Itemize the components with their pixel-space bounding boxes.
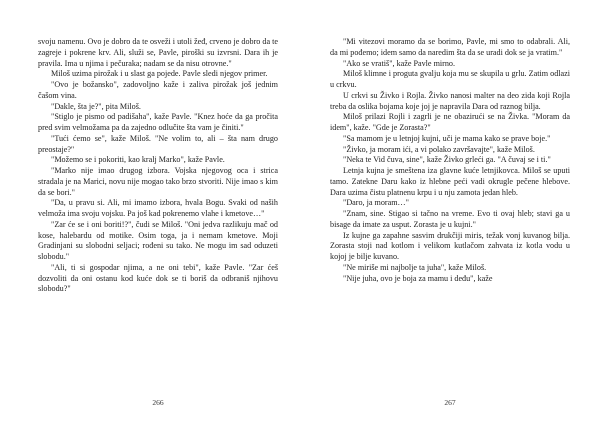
paragraph: "Marko nije imao drugog izbora. Vojska njegovog oca i strica stradala je na Marici, novu nije mogao tako brzo stvoriti. Nije imao s kim da se bori." [38, 166, 278, 197]
paragraph: "Tući ćemo se", kaže Miloš. "Ne volim to, ali – šta nam drugo preostaje?" [38, 133, 278, 154]
paragraph: "Mi vitezovi moramo da se borimo, Pavle, mi smo to odabrali. Ali, da mi pođemo; idem samo da naredim šta da se uradi dok se ja vratim." [330, 37, 570, 57]
paragraph: "Ako se vratiš", kaže Pavle mirno. [343, 58, 456, 68]
paragraph: Iz kujne ga zapahne sasvim drukčiji miris, težak vonj kuvanog bilja. Zorasta stoji nad kotlom i velikom kutlačom zahvata iz kotla vodu u kojoj je bilje kuvano. [330, 230, 570, 261]
paragraph: "Možemo se i pokoriti, kao kralj Marko", kaže Pavle. [51, 155, 225, 165]
paragraph: Miloš uzima pirožak i u slast ga pojede. Pavle sledi njegov primer. [51, 69, 268, 79]
paragraph: "Neka te Vid čuva, sine", kaže Živko grleći ga. "A čuvaj se i ti." [343, 155, 551, 165]
paragraph: "Znam, sine. Stigao si tačno na vreme. Evo ti ovaj hleb; stavi ga u bisage da imate za usput. Zorasta je u kujni." [330, 209, 570, 229]
paragraph: Miloš prilazi Rojli i zagrli je ne obazirući se na Živka. "Moram da idem", kaže. "Gde je Zorasta?" [330, 112, 570, 132]
right-page [330, 37, 570, 284]
paragraph: svoju namenu. Ovo je dobro da te osveži i utoli žeđ, crveno je dobro da te zagreje i pokrene krv. Ali, služi se, Pavle, piroški su izvrsni. Dara ih je pravila. Ima u njima i pečuraka; nadam se da nisu otrovne." [38, 37, 278, 68]
page-number-right: 267 [444, 398, 456, 407]
paragraph: "Da, u pravu si. Ali, mi imamo izbora, hvala Bogu. Svaki od naših velmoža ima svoju vojsku. Pa još kad pokrenemo vlahe i kmetove…" [38, 198, 278, 218]
paragraph: Letnja kujna je smeštena iza glavne kuće letnjikovca. Miloš se uputi tamo. Zatekne Daru kako iz hlebne peći vadi okrugle pečene hlebove. Dara uzima čistu platnenu krpu i u nju zamota jedan hleb. [330, 166, 570, 197]
paragraph: "Dakle, šta je?", pita Miloš. [51, 101, 141, 111]
paragraph: "Živko, ja moram ići, a vi polako završavajte", kaže Miloš. [343, 144, 535, 154]
paragraph: Miloš klimne i proguta gvalju koja mu se skupila u grlu. Zatim odlazi u crkvu. [330, 69, 570, 89]
paragraph: "Daro, ja moram…" [343, 198, 409, 208]
paragraph: "Sa mamom je u letnjoj kujni, uči je mama kako se prave boje." [343, 133, 551, 143]
left-page [38, 37, 278, 295]
paragraph: "Stiglo je pismo od padišaha", kaže Pavle. "Knez hoće da ga pročita pred svim velmožama pa da zajedno odlučite šta vam je činiti." [38, 112, 278, 132]
paragraph: "Ovo je božansko", zadovoljno kaže i zaliva pirožak još jednim čašom vina. [38, 80, 278, 100]
paragraph: "Nije juha, ovo je boja za mamu i deđu", kaže [343, 273, 493, 283]
paragraph: "Zar će se i oni boriti!?", čudi se Miloš. "Oni jedva razlikuju mač od kose, halebardu od motike. Osim toga, ja i nemam kmetove. Moji Gradinjani su slobodni seljaci; rođeni su tako. Ne mogu im sad oduzeti slobodu." [38, 219, 278, 261]
paragraph: "Ne miriše mi najbolje ta juha", kaže Miloš. [343, 262, 487, 272]
paragraph: U crkvi su Živko i Rojla. Živko nanosi malter na deo zida koji Rojla treba da oslika bojama koje joj je napravila Dara od raznog bilja. [330, 90, 570, 111]
page-number-left: 266 [152, 398, 164, 407]
paragraph: "Ali, ti si gospodar njima, a ne oni tebi", kaže Pavle. "Zar ćeš dozvoliti da oni ostanu kod kuće dok se ti boriš da odbraniš njihovu slobodu?" [38, 262, 278, 294]
